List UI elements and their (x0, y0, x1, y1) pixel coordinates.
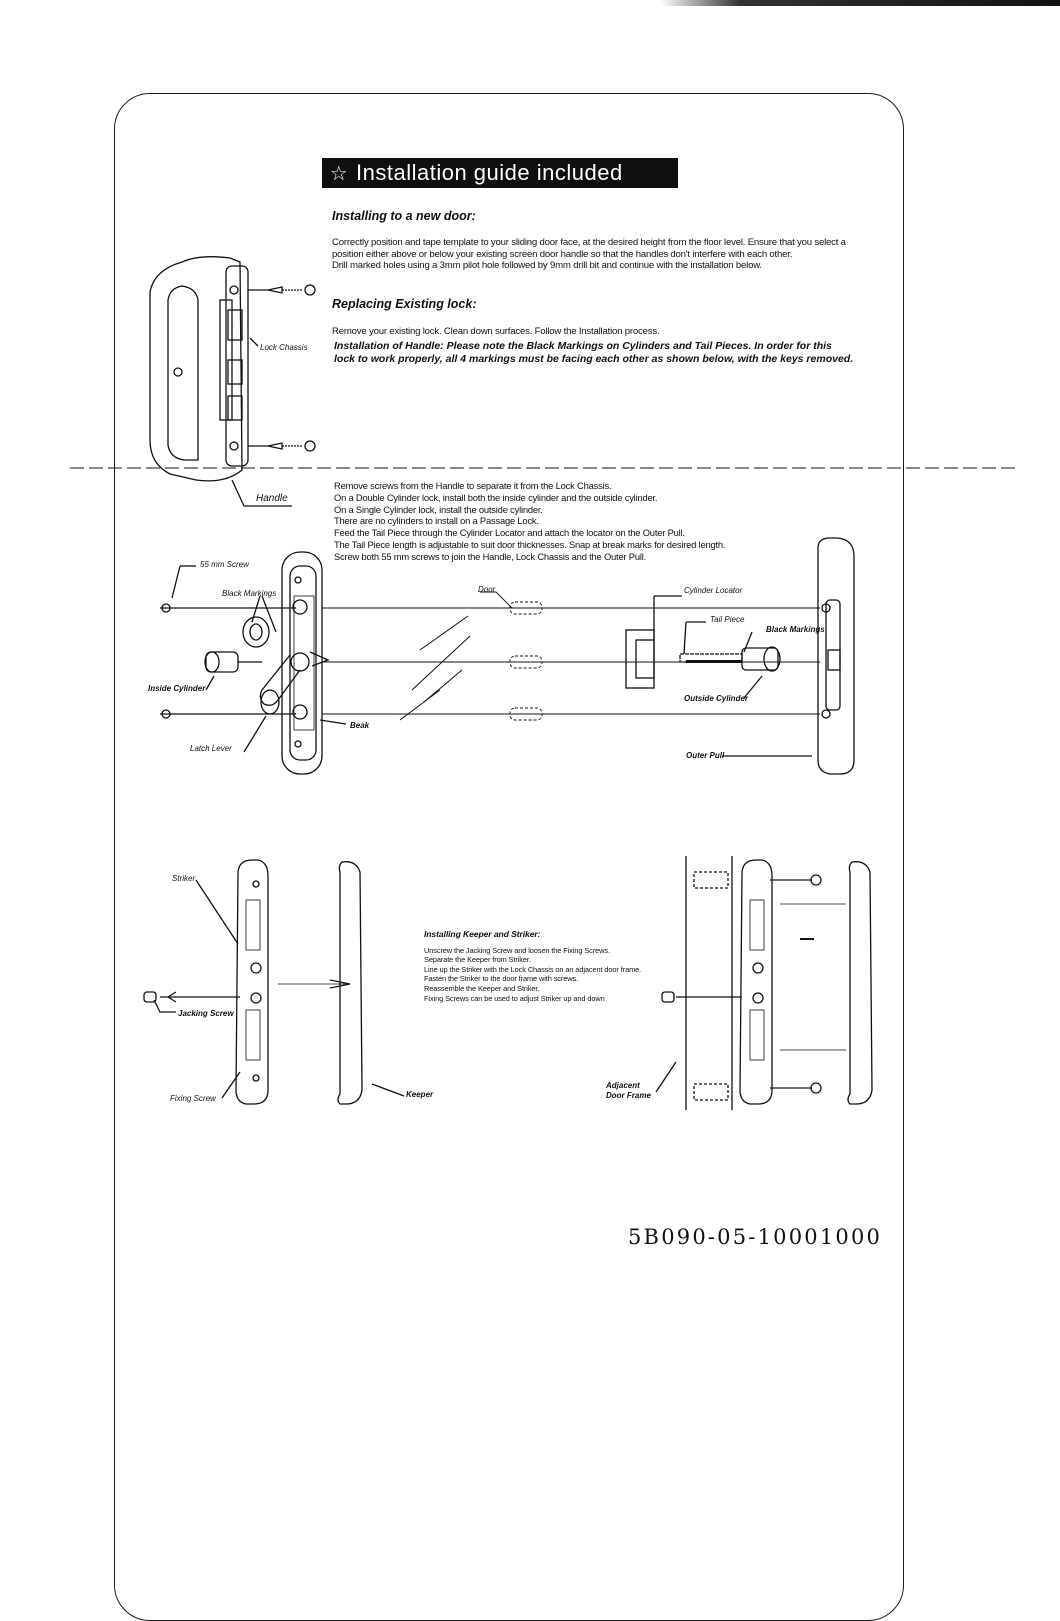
product-code: 5B090-05-10001000 (628, 1225, 883, 1249)
keeper-line: Fasten the Striker to the door frame with screws. (424, 974, 579, 984)
label-55mm-screw: 55 mm Screw (200, 560, 249, 569)
keeper-line: Reassemble the Keeper and Striker. (424, 983, 540, 993)
step-line: On a Double Cylinder lock, install both the inside cylinder and the outside cylinder. (334, 491, 658, 503)
new-door-heading: Installing to a new door: (332, 209, 476, 223)
step-line: Feed the Tail Piece through the Cylinder Locator and attach the locator on the Outer Pull. (334, 527, 685, 539)
warning-line: Installation of Handle: Please note the Black Markings on Cylinders and Tail Pieces. In order for this (334, 340, 832, 352)
handle-illustration (150, 257, 315, 506)
label-door: Door (478, 585, 496, 594)
label-door-frame: Door Frame (606, 1091, 651, 1100)
label-black-markings: Black Markings (222, 589, 277, 598)
step-line: Remove screws from the Handle to separate it from the Lock Chassis. (334, 480, 612, 491)
step-line: There are no cylinders to install on a Passage Lock. (334, 515, 539, 527)
label-latch-lever: Latch Lever (190, 744, 232, 753)
keeper-line: Separate the Keeper from Striker. (424, 955, 531, 965)
new-door-line: position either above or below your existing screen door handle so that the handles don't interfere with each other. (332, 248, 793, 260)
label-fixing-screw: Fixing Screw (170, 1094, 216, 1103)
label-keeper: Keeper (406, 1090, 434, 1099)
label-tail-piece: Tail Piece (710, 615, 745, 624)
label-beak: Beak (350, 721, 370, 730)
label-adjacent: Adjacent (606, 1081, 640, 1090)
step-line: On a Single Cylinder lock, install the outside cylinder. (334, 503, 543, 515)
outer-components (626, 596, 812, 756)
tail-piece-marking (686, 660, 742, 663)
keeper-line: Line up the Striker with the Lock Chassis on an adjacent door frame. (424, 964, 642, 974)
label-handle: Handle (256, 493, 288, 504)
label-black-markings-outer: Black Markings (766, 625, 825, 634)
label-outside-cylinder: Outside Cylinder (684, 694, 749, 703)
label-lock-chassis: Lock Chassis (260, 343, 308, 352)
keeper-line: Unscrew the Jacking Screw and loosen the Fixing Screws. (424, 945, 610, 955)
label-outer-pull: Outer Pull (686, 751, 725, 760)
keeper-heading: Installing Keeper and Striker: (424, 929, 541, 939)
replacing-heading: Replacing Existing lock: (332, 297, 477, 311)
alignment-lines (322, 592, 820, 720)
label-striker: Striker (172, 874, 196, 883)
replacing-text: Remove your existing lock. Clean down surfaces. Follow the Installation process. (332, 326, 660, 337)
adjacent-frame-illustration (656, 856, 872, 1110)
label-inside-cylinder: Inside Cylinder (148, 684, 206, 693)
step-line: The Tail Piece length is adjustable to suit door thicknesses. Snap at break marks for desired length. (334, 538, 726, 550)
label-jacking-screw: Jacking Screw (178, 1009, 234, 1018)
label-cylinder-locator: Cylinder Locator (684, 586, 743, 595)
star-outline-icon: ☆ (329, 162, 349, 185)
new-door-line: Correctly position and tape template to your sliding door face, at the desired height from the floor level. Ensure that you select a (332, 237, 846, 248)
outer-pull-illustration (818, 538, 854, 774)
door-glass (400, 616, 470, 720)
warning-line: lock to work properly, all 4 markings must be facing each other as shown below, with the keys removed. (334, 352, 854, 365)
striker-keeper-illustration (144, 860, 404, 1104)
keeper-line: Fixing Screws can be used to adjust Striker up and down (424, 993, 605, 1003)
inside-handle-assembly (160, 552, 346, 774)
page-title: Installation guide included (356, 160, 623, 185)
scan-dash-mark (800, 938, 814, 940)
new-door-line: Drill marked holes using a 3mm pilot hole followed by 9mm drill bit and continue with the installation below. (332, 260, 762, 271)
step-line: Screw both 55 mm screws to join the Handle, Lock Chassis and the Outer Pull. (334, 550, 647, 562)
